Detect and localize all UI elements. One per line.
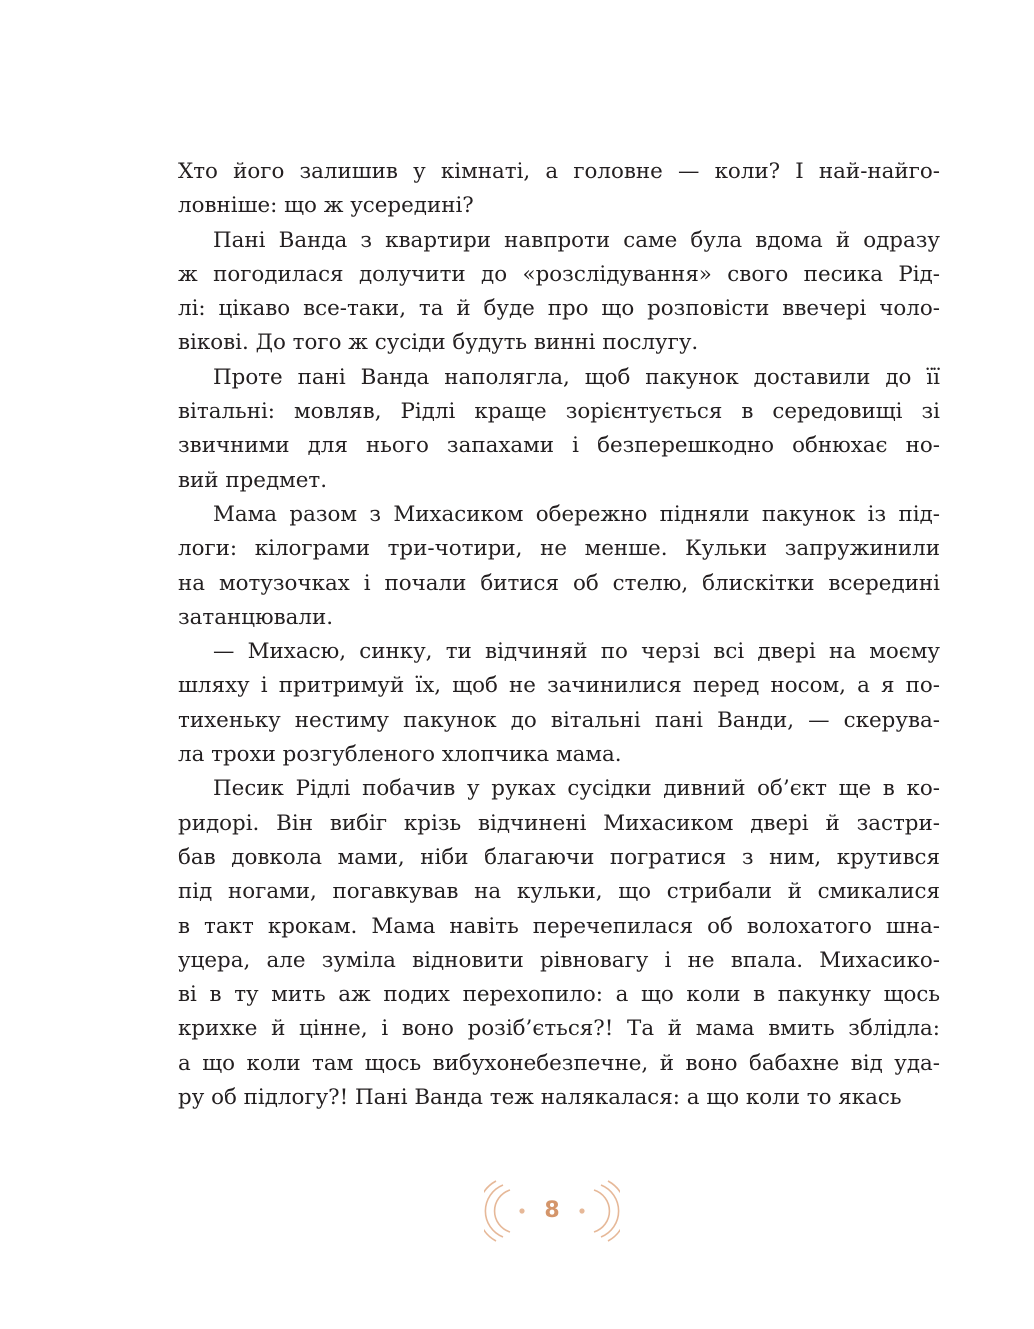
- text-line: ловніше: що ж усередині?: [178, 193, 474, 219]
- page-folio: [484, 1180, 620, 1242]
- text-line: лі: цікаво все-таки, та й буде про що розповісти ввечері чоло-: [178, 296, 940, 322]
- text-line: Проте пані Ванда наполягла, щоб пакунок доставили до її: [213, 364, 940, 390]
- text-line: а що коли там щось вибухонебезпечне, й воно бабахне від уда-: [178, 1050, 940, 1076]
- text-line: ж погодилася долучити до «розслідування» свого песика Рід-: [178, 261, 940, 287]
- text-line: ру об підлогу?! Пані Ванда теж налякалася: а що коли то якась: [178, 1085, 902, 1111]
- text-line: тихеньку нестиму пакунок до вітальні пані Ванди, — скерува-: [178, 707, 940, 733]
- text-line: уцера, але зуміла відновити рівновагу і не впала. Михасико-: [178, 947, 940, 973]
- text-line: вітальні: мовляв, Рідлі краще зорієнтується в середовищі зі: [178, 399, 940, 425]
- text-line: вий предмет.: [178, 467, 328, 493]
- body-text: [178, 155, 940, 1115]
- text-line: бав довкола мами, ніби благаючи погратися з ним, крутився: [178, 844, 940, 870]
- text-line: ла трохи розгубленого хлопчика мама.: [178, 742, 622, 768]
- text-line: логи: кілограми три-чотири, не менше. Кульки запружинили: [178, 536, 940, 562]
- text-line: на мотузочках і почали битися об стелю, блискітки всередині: [178, 570, 940, 596]
- text-line: Пані Ванда з квартири навпроти саме була вдома й одразу: [213, 227, 940, 253]
- text-line: вікові. До того ж сусіди будуть винні послугу.: [178, 330, 699, 356]
- text-line: ридорі. Він вибіг крізь відчинені Михасиком двері й застри-: [178, 810, 940, 836]
- text-line: під ногами, погавкував на кульки, що стрибали й смикалися: [178, 879, 940, 905]
- text-line: Хто його залишив у кімнаті, а головне — коли? І най-найго-: [178, 159, 940, 184]
- text-line: Песик Рідлі побачив у руках сусідки дивний об’єкт ще в ко-: [213, 776, 940, 802]
- text-line: Мама разом з Михасиком обережно підняли пакунок із під-: [213, 501, 940, 527]
- text-line: ві в ту мить аж подих перехопило: а що коли в пакунку щось: [178, 982, 940, 1008]
- text-line: шляху і притримуй їх, щоб не зачинилися перед носом, а я по-: [178, 673, 940, 699]
- text-line: крихке й цінне, і воно розіб’ється?! Та й мама вмить зблідла:: [178, 1016, 940, 1042]
- text-line: затанцювали.: [178, 604, 334, 630]
- text-line: в такт крокам. Мама навіть перечепилася об волохатого шна-: [178, 913, 940, 939]
- text-line: — Михасю, синку, ти відчиняй по черзі всі двері на моєму: [213, 639, 940, 665]
- page-number: 8: [544, 1198, 560, 1223]
- text-line: звичними для нього запахами і безперешкодно обнюхає но-: [178, 433, 940, 459]
